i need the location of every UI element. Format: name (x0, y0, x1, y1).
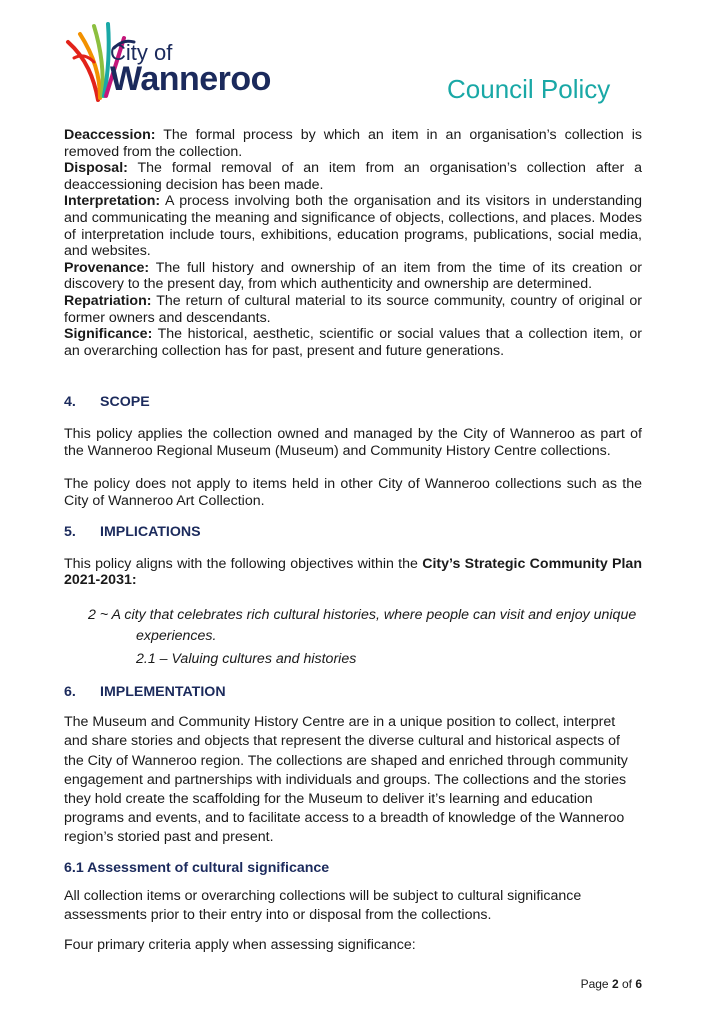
document-body (64, 127, 642, 955)
definition-term: Disposal: (64, 160, 128, 177)
page-number: 2 (611, 977, 619, 991)
definition-term: Significance: (64, 326, 153, 343)
section-heading-implementation (64, 684, 642, 701)
section-heading-scope (64, 394, 642, 411)
definition-provenance (64, 260, 642, 293)
subsection-title: 6.1 Assessment of cultural significance (64, 859, 330, 876)
page-total: 6 (635, 977, 642, 991)
assessment-paragraph: All collection items or overarching collections will be subject to cultural significance assessments prior to their entry into or disposal from the collections. (64, 888, 582, 924)
definition-text: A process involving both the organisation and its visitors in understanding and communicating the meaning and significance of objects, collections, and places. Modes of interpretation include tours, exhibitions, education programs, publications, social media, and websites. (64, 193, 642, 260)
definition-term: Provenance: (64, 259, 150, 276)
definition-text: The formal removal of an item from an organisation’s collection after a deaccessioning decision has been made. (64, 160, 642, 193)
scope-paragraph-1: This policy applies the collection owned and managed by the City of Wanneroo as part of the Wanneroo Regional Museum (Museum) and Community History Centre collections. (64, 425, 642, 459)
definition-repatriation (64, 293, 642, 326)
criteria-intro: Four primary criteria apply when assessing significance: (64, 936, 416, 953)
section-heading-implications (64, 524, 642, 541)
definition-term: Deaccession: (64, 127, 156, 143)
logo-wanneroo: Wanneroo (110, 60, 271, 98)
section-title: SCOPE (100, 394, 150, 411)
page-of-label: of (618, 977, 636, 991)
definition-term: Repatriation: (64, 292, 152, 309)
objective-2-1: 2.1 – Valuing cultures and histories (136, 651, 357, 668)
definition-text: The formal process by which an item in an organisation’s collection is removed from the collection. (64, 127, 642, 160)
definition-disposal (64, 160, 642, 193)
page-title: Council Policy (447, 74, 611, 104)
definition-text: The historical, aesthetic, scientific or social values that a collection item, or an overarching collection has for past, present and future generations. (64, 326, 642, 359)
section-title: IMPLEMENTATION (100, 683, 226, 700)
definition-interpretation (64, 193, 642, 259)
scope-paragraph-2: The policy does not apply to items held in other City of Wanneroo collections such as the City of Wanneroo Art Collection. (64, 476, 642, 509)
section-number: 4. (64, 394, 76, 411)
implications-text: This policy aligns with the following objectives within the (64, 555, 423, 572)
definition-significance (64, 326, 642, 359)
logo-city-of: City of (110, 40, 173, 65)
definition-text: The full history and ownership of an item from the time of its creation or discovery to the present day, from which authenticity and ownership are determined. (64, 259, 642, 293)
definition-text: The return of cultural material to its source community, country of original or former owners and descendants. (64, 292, 642, 326)
definition-deaccession (64, 127, 642, 160)
section-number: 5. (64, 524, 76, 541)
strategic-plan-name: City’s Strategic Community Plan 2021-2031: (64, 555, 642, 589)
page-footer (581, 977, 642, 991)
page-label: Page (580, 977, 612, 991)
definition-term: Interpretation: (64, 193, 161, 210)
objective-2: 2 ~ A city that celebrates rich cultural histories, where people can visit and enjoy unique experiences. (88, 607, 637, 645)
implementation-paragraph: The Museum and Community History Centre are in a unique position to collect, interpret and share stories and objects that represent the diverse cultural and historical aspects of the City of Wanneroo region. The collections are shaped and enriched through community engagement and partnerships with individuals and groups. The collections and the stories they hold create the scaffolding for the Museum to deliver it’s learning and education programs and events, and to facilitate access to a breadth of knowledge of the Wanneroo region’s storied past and present. (64, 714, 628, 846)
section-number: 6. (64, 683, 76, 700)
implications-paragraph (64, 556, 642, 589)
section-title: IMPLICATIONS (100, 524, 201, 541)
